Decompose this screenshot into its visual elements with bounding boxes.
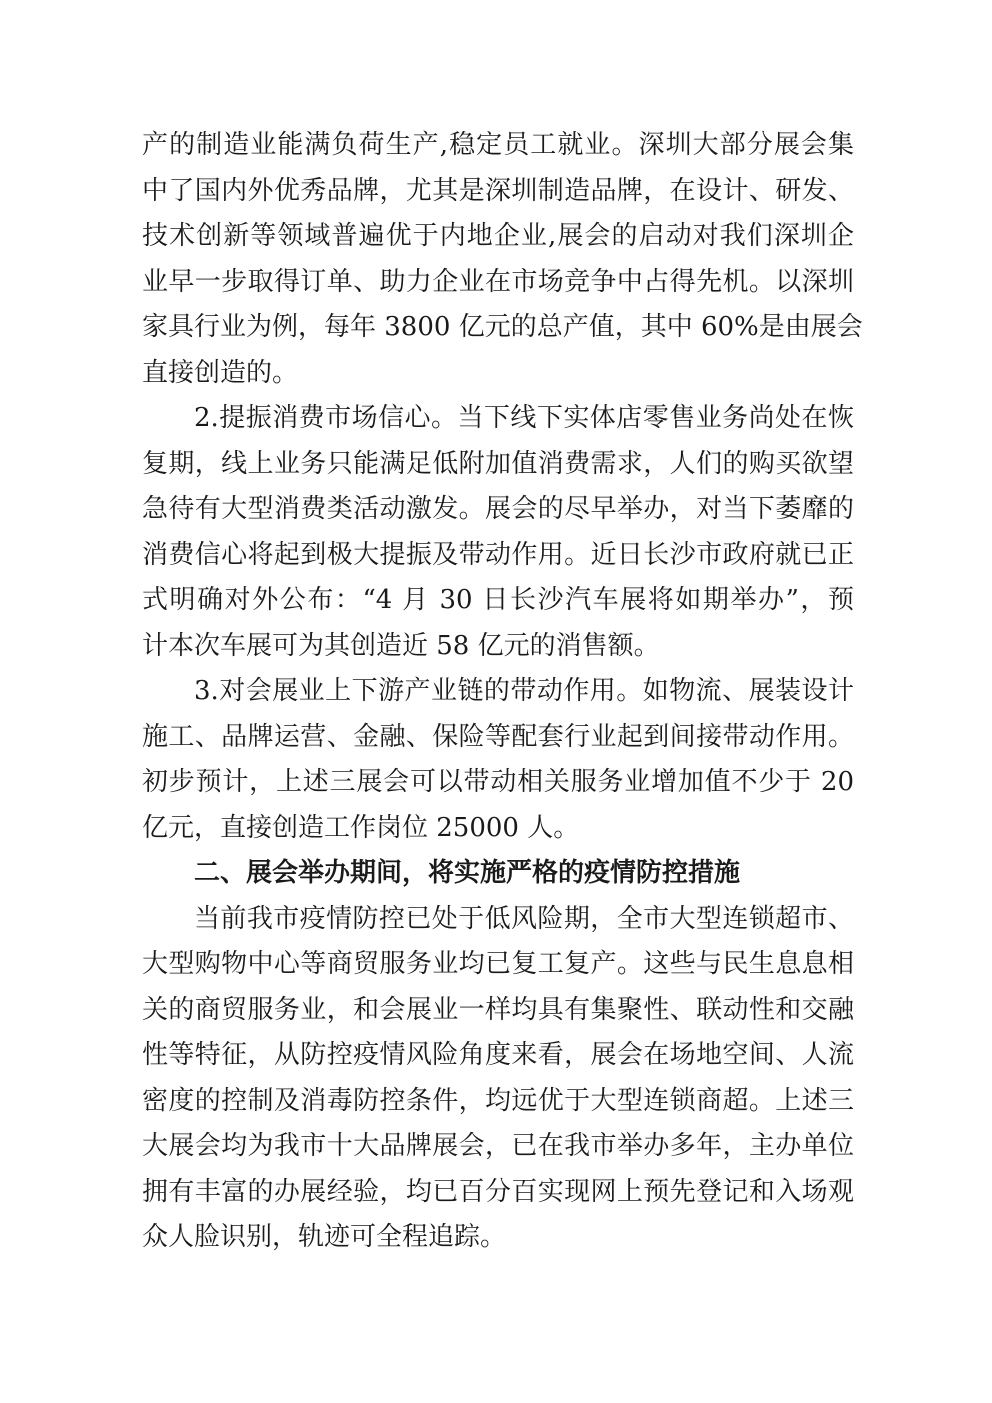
body-text <box>142 123 863 1261</box>
text-line: 家具行业为例，每年 3800 亿元的总产值，其中 60%是由展会 <box>142 312 863 342</box>
text-line: 亿元，直接创造工作岗位 25000 人。 <box>142 812 580 843</box>
text-line: 初步预计，上述三展会可以带动相关服务业增加值不少于 20 <box>142 767 854 797</box>
text-line: 性等特征，从防控疫情风险角度来看，展会在场地空间、人流 <box>142 1040 854 1070</box>
text-line: 产的制造业能满负荷生产,稳定员工就业。深圳大部分展会集 <box>142 130 854 160</box>
text-line: 密度的控制及消毒防控条件，均远优于大型连锁商超。上述三 <box>142 1085 854 1116</box>
text-line: 关的商贸服务业，和会展业一样均具有集聚性、联动性和交融 <box>142 994 854 1025</box>
text-line: 业早一步取得订单、助力企业在市场竞争中占得先机。以深圳 <box>142 266 854 297</box>
text-line: 施工、品牌运营、金融、保险等配套行业起到间接带动作用。 <box>142 721 854 752</box>
text-line: 急待有大型消费类活动激发。展会的尽早举办，对当下萎靡的 <box>142 494 854 524</box>
paragraph-3-first-line: 3.对会展业上下游产业链的带动作用。如物流、展装设计 <box>194 676 854 706</box>
text-line: 计本次车展可为其创造近 58 亿元的消售额。 <box>142 630 660 661</box>
text-line: 直接创造的。 <box>142 357 299 388</box>
section-heading: 二、展会举办期间，将实施严格的疫情防控措施 <box>194 858 741 888</box>
text-line: 式明确对外公布：“4 月 30 日长沙汽车展将如期举办”，预 <box>142 585 854 615</box>
text-line: 复期，线上业务只能满足低附加值消费需求，人们的购买欲望 <box>142 448 854 479</box>
text-line: 大展会均为我市十大品牌展会，已在我市举办多年，主办单位 <box>142 1131 854 1161</box>
paragraph-2-first-line: 2.提振消费市场信心。当下线下实体店零售业务尚处在恢 <box>194 403 854 433</box>
text-line: 中了国内外优秀品牌，尤其是深圳制造品牌，在设计、研发、 <box>142 175 854 206</box>
text-line: 技术创新等领域普遍优于内地企业,展会的启动对我们深圳企 <box>142 221 854 251</box>
text-line: 大型购物中心等商贸服务业均已复工复产。这些与民生息息相 <box>142 949 854 979</box>
paragraph-4-first-line: 当前我市疫情防控已处于低风险期，全市大型连锁超市、 <box>194 903 854 934</box>
text-line: 消费信心将起到极大提振及带动作用。近日长沙市政府就已正 <box>142 539 854 570</box>
text-line: 拥有丰富的办展经验，均已百分百实现网上预先登记和入场观 <box>142 1176 854 1207</box>
text-line: 众人脸识别，轨迹可全程追踪。 <box>142 1222 507 1252</box>
